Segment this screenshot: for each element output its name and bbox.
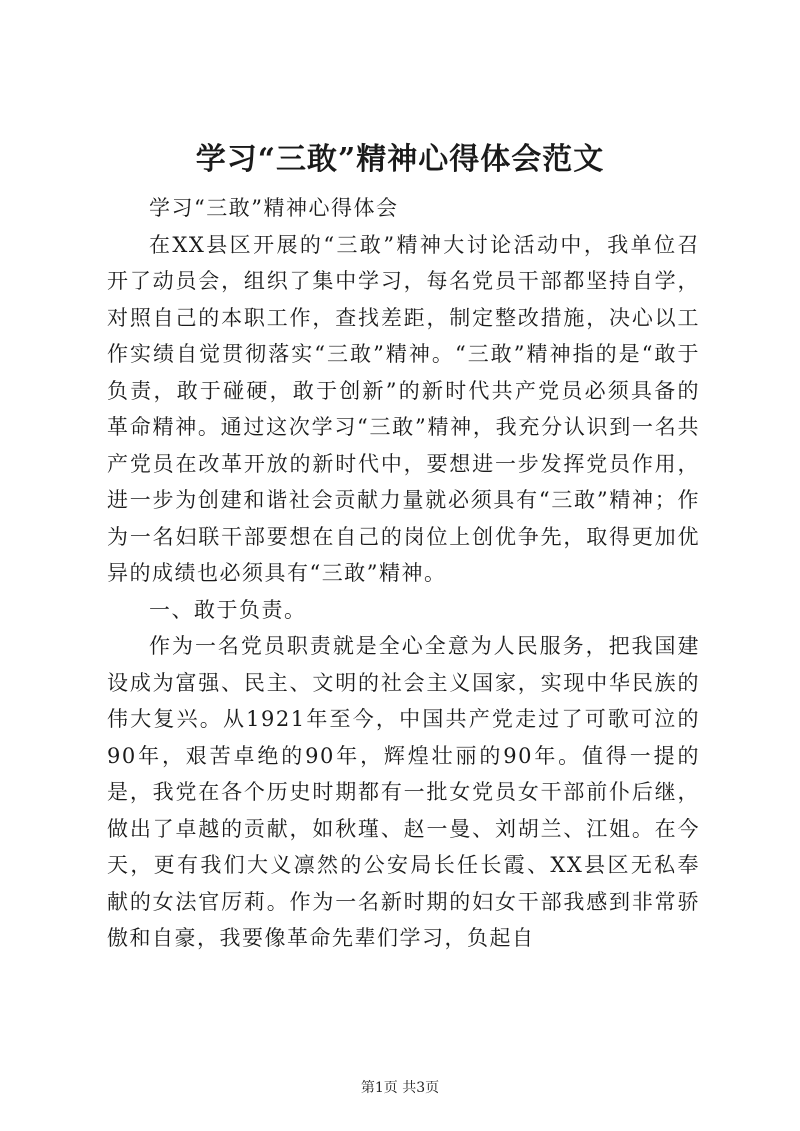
page-footer: 第1页 共3页 [360,1080,440,1096]
intro-paragraph: 在XX县区开展的“三敢”精神大讨论活动中，我单位召开了动员会，组织了集中学习，每名党员干部都坚持自学，对照自己的本职工作，查找差距，制定整改措施，决心以工作实绩自觉贯彻落实“三敢”精神。“三敢”精神指的是“敢于负责，敢于碰硬，敢于创新”的新时代共产党员必须具备的革命精神。通过这次学习“三敢”精神，我充分认识到一名共产党员在改革开放的新时代中，要想进一步发挥党员作用，进一步为创建和谐社会贡献力量就必须具有“三敢”精神；作为一名妇联干部要想在自己的岗位上创优争先，取得更加优异的成绩也必须具有“三敢”精神。 [107,232,700,585]
section-paragraph: 作为一名党员职责就是全心全意为人民服务，把我国建设成为富强、民主、文明的社会主义国家，实现中华民族的伟大复兴。从1921年至今，中国共产党走过了可歌可泣的90年，艰苦卓绝的90年，辉煌壮丽的90年。值得一提的是，我党在各个历史时期都有一批女党员女干部前仆后继，做出了卓越的贡献，如秋瑾、赵一曼、刘胡兰、江姐。在今天，更有我们大义凛然的公安局长任长霞、XX县区无私奉献的女法官厉莉。作为一名新时期的妇女干部我感到非常骄傲和自豪，我要像革命先辈们学习，负起自 [107,634,700,950]
document-title: 学习“三敢”精神心得体会范文 [195,142,605,177]
document-body [107,190,700,957]
section-heading: 一、敢于负责。 [149,597,307,622]
subtitle-paragraph: 学习“三敢”精神心得体会 [149,196,399,220]
